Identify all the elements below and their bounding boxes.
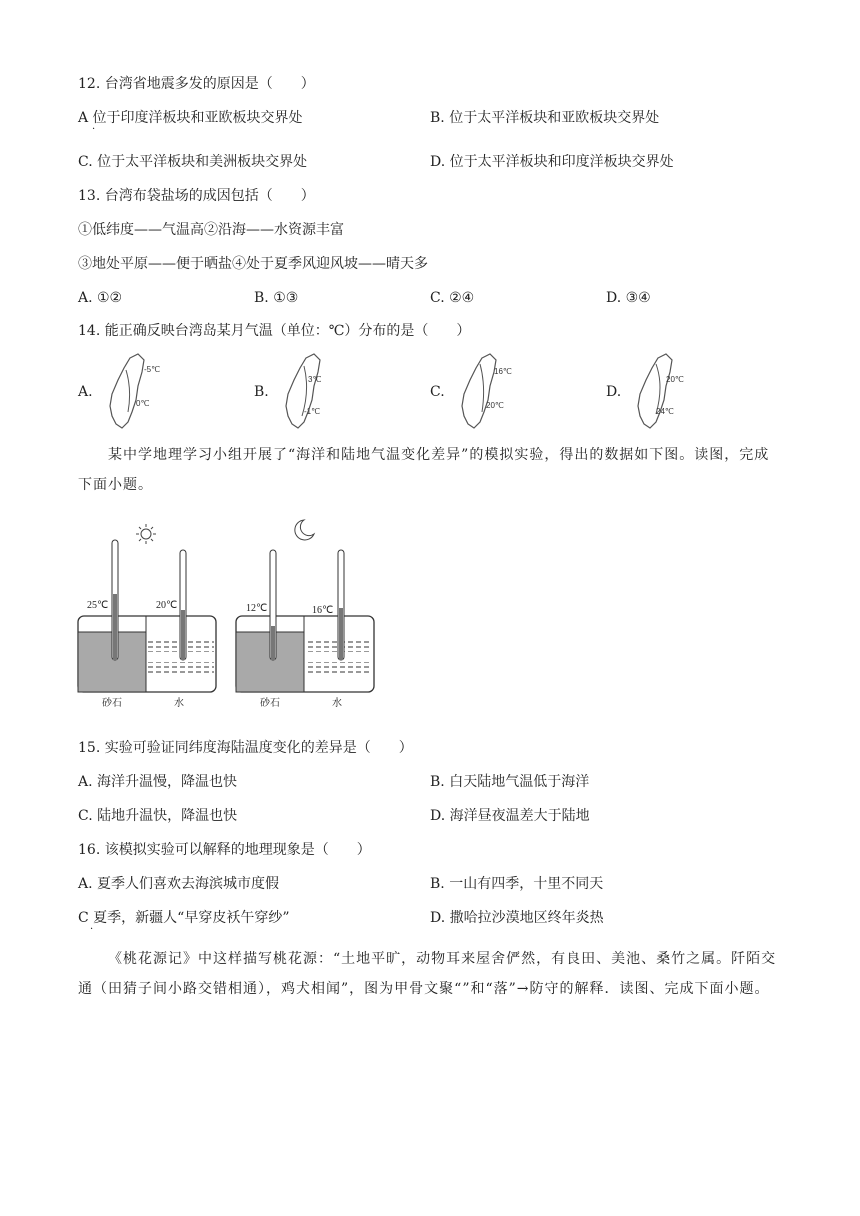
q14-option-a-label: A.: [78, 384, 93, 400]
q14-option-a-temp-2: 0℃: [136, 399, 150, 408]
taiwan-map-a: [78, 350, 188, 432]
q14-option-b-temp-2: -1℃: [304, 407, 321, 416]
q12-option-d: D. 位于太平洋板块和印度洋板块交界处: [430, 154, 674, 170]
q15-option-d: D. 海洋昼夜温差大于陆地: [430, 808, 590, 824]
q15-option-c: C. 陆地升温快，降温也快: [78, 808, 238, 824]
experiment-figure: [76, 510, 386, 715]
q12-option-c: C. 位于太平洋板块和美洲板块交界处: [78, 154, 308, 170]
q14-option-d-label: D.: [606, 384, 622, 400]
q13-statement-2: ③地处平原——便于晒盐④处于夏季风迎风坡——晴天多: [78, 256, 428, 272]
q14-option-d-temp-1: 20℃: [666, 375, 684, 384]
day-sand-temp: 25℃: [87, 600, 109, 611]
peach-blossom-intro: 《桃花源记》中这样描写桃花源：“土地平旷，动物耳来屋舍俨然，有良田、美池、桑竹之属。阡陌交通（田猜子间小路交错相通），鸡犬相闻”，图为甲骨文聚“”和“落”→防守的解释．读图、完成下面小题。: [78, 951, 777, 997]
q13-option-b: B. ①③: [254, 290, 299, 306]
option-dot-mark: ·: [92, 124, 96, 135]
q14-stem: 14. 能正确反映台湾岛某月气温（单位：℃）分布的是（ ）: [78, 323, 471, 339]
q14-option-b-temp-1: 3℃: [308, 375, 322, 384]
q14-option-c-map: [430, 350, 540, 432]
day-water-label: 水: [174, 698, 184, 709]
q16-stem: 16. 该模拟实验可以解释的地理现象是（ ）: [78, 842, 371, 858]
q14-option-c-temp-2: 20℃: [486, 401, 504, 410]
taiwan-map-d: [606, 350, 716, 432]
q13-option-a: A. ①②: [78, 290, 123, 306]
experiment-intro: 某中学地理学习小组开展了“海洋和陆地气温变化差异”的模拟实验，得出的数据如下图。读图，完成下面小题。: [78, 447, 770, 493]
q12-option-b: B. 位于太平洋板块和亚欧板块交界处: [430, 110, 660, 126]
day-experiment: [78, 540, 216, 709]
q16-option-a: A. 夏季人们喜欢去海滨城市度假: [78, 876, 280, 892]
night-water-label: 水: [332, 698, 342, 709]
sun-icon: [136, 524, 156, 544]
taiwan-map-b: [254, 350, 364, 432]
q16-option-d: D. 撒哈拉沙漠地区终年炎热: [430, 910, 604, 926]
q14-option-b-label: B.: [254, 384, 269, 400]
q13-statement-1: ①低纬度——气温高②沿海——水资源丰富: [78, 222, 344, 238]
q15-option-b: B. 白天陆地气温低于海洋: [430, 774, 590, 790]
night-experiment: [236, 550, 374, 709]
q14-option-a-temp-1: -5℃: [144, 365, 161, 374]
option-dot-mark: ·: [90, 924, 94, 935]
taiwan-map-c: [430, 350, 540, 432]
q16-option-b: B. 一山有四季，十里不同天: [430, 876, 604, 892]
q15-stem: 15. 实验可验证同纬度海陆温度变化的差异是（ ）: [78, 740, 413, 756]
day-sand-label: 砂石: [102, 698, 122, 709]
night-sand-temp: 12℃: [246, 603, 268, 614]
day-water-temp: 20℃: [156, 600, 178, 611]
q14-option-c-temp-1: 16℃: [494, 367, 512, 376]
q14-option-c-label: C.: [430, 384, 445, 400]
night-water-temp: 16℃: [312, 605, 334, 616]
q14-option-d-temp-2: 24℃: [656, 407, 674, 416]
q16-option-c: C 夏季，新疆人“早穿皮袄午穿纱”: [78, 910, 290, 926]
q13-option-c: C. ②④: [430, 290, 475, 306]
night-sand-label: 砂石: [260, 698, 280, 709]
q14-option-b-map: [254, 350, 364, 432]
q14-option-d-map: [606, 350, 716, 432]
q14-option-a-map: [78, 350, 188, 432]
q12-option-a: A 位于印度洋板块和亚欧板块交界处: [78, 110, 303, 126]
q12-stem: 12. 台湾省地震多发的原因是（ ）: [78, 76, 315, 92]
q13-stem: 13. 台湾布袋盐场的成因包括（ ）: [78, 188, 315, 204]
q13-option-d: D. ③④: [606, 290, 651, 306]
q15-option-a: A. 海洋升温慢，降温也快: [78, 774, 238, 790]
moon-icon: [295, 520, 314, 540]
